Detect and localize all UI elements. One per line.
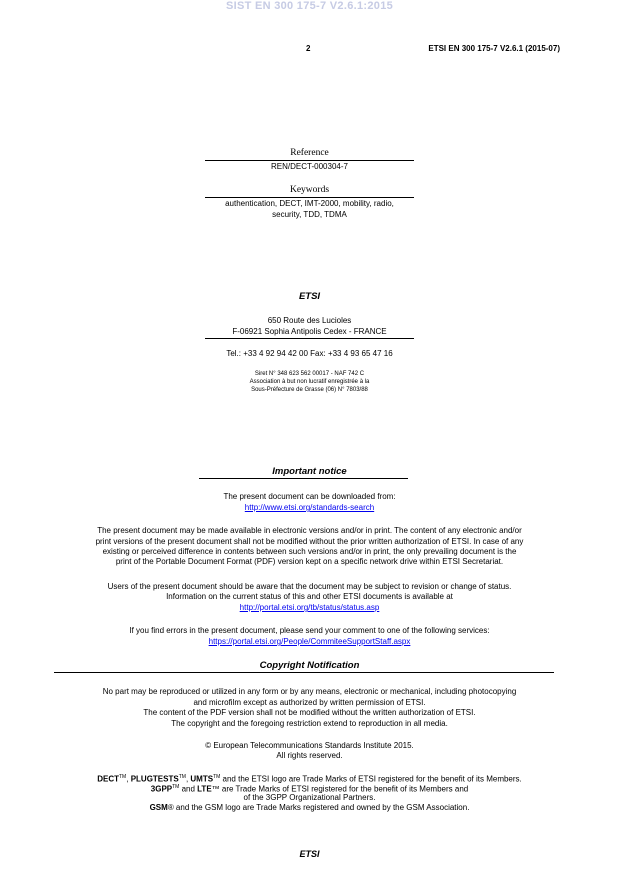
address-rule <box>205 338 414 339</box>
keywords-line-2: security, TDD, TDMA <box>272 210 347 219</box>
tm-plugtests: PLUGTESTS <box>130 774 179 784</box>
tm-gsm: GSM <box>149 803 168 812</box>
tm-dect-mark: TM <box>119 774 127 780</box>
trademark-line-4 <box>0 803 619 813</box>
notice-para-1-line-4: print of the Portable Document Format (PDF) version kept on a specific network drive within ETSI Secretariat. <box>115 557 504 566</box>
download-text: The present document can be downloaded from: <box>223 492 396 501</box>
copyright-line-1: No part may be reproduced or utilized in any form or by any means, electronic or mechanical, including photocopying <box>102 687 517 696</box>
reference-label: Reference <box>290 148 329 158</box>
tm-umts: UMTS <box>190 774 214 784</box>
copyright-line-3: The content of the PDF version shall not be modified without the written authorization of ETSI. <box>143 708 476 717</box>
support-staff-link[interactable]: https://portal.etsi.org/People/CommiteeSupportStaff.aspx <box>208 637 411 646</box>
trademark-line-3: of the 3GPP Organizational Partners. <box>243 793 376 802</box>
keywords-label: Keywords <box>289 185 330 195</box>
notice-para-2-line-1: Users of the present document should be aware that the document may be subject to revision or change of status. <box>107 582 512 591</box>
notice-para-1-line-2: print versions of the present document shall not be modified without the prior written authorization of ETSI. In case of any <box>95 537 524 546</box>
etsi-phone-fax: Tel.: +33 4 92 94 42 00 Fax: +33 4 93 65 47 16 <box>226 349 393 358</box>
etsi-siret-line-1: Siret N° 348 623 562 00017 - NAF 742 C <box>254 371 365 377</box>
reference-rule <box>205 160 414 161</box>
copyright-line-5: © European Telecommunications Standards Institute 2015. <box>205 741 414 750</box>
keywords-rule <box>205 197 414 198</box>
etsi-address-line-2: F-06921 Sophia Antipolis Cedex - FRANCE <box>232 327 387 336</box>
tm-lte: LTE <box>197 784 212 794</box>
tm-sep-1: , <box>126 774 131 784</box>
tm-line-4-rest: ® and the GSM logo are Trade Marks registered and owned by the GSM Association. <box>167 803 470 812</box>
tm-line-1-rest: and the ETSI logo are Trade Marks of ETSI registered for the benefit of its Members. <box>220 774 522 784</box>
document-watermark: SIST EN 300 175-7 V2.6.1:2015 <box>225 0 394 12</box>
tm-plugtests-mark: TM <box>178 774 186 780</box>
tm-sep-2: , <box>185 774 191 784</box>
page-number: 2 <box>306 44 311 53</box>
copyright-rule <box>54 672 554 673</box>
notice-para-1-line-1: The present document may be made available in electronic versions and/or in print. The content of any electronic and/or <box>97 526 522 535</box>
copyright-line-2: and microfilm except as authorized by written permission of ETSI. <box>193 698 426 707</box>
important-notice-rule <box>199 478 408 479</box>
etsi-block-title: ETSI <box>298 291 321 302</box>
footer-etsi: ETSI <box>299 849 320 859</box>
etsi-siret-line-2: Association à but non lucratif enregistrée à la <box>249 379 370 385</box>
tm-and: and <box>179 784 198 794</box>
copyright-line-4: The copyright and the foregoing restriction extend to reproduction in all media. <box>171 719 448 728</box>
download-link-line <box>0 503 619 513</box>
tm-3gpp-mark: TM <box>172 784 180 790</box>
important-notice-title: Important notice <box>272 466 347 477</box>
tm-lte-mark: ™ <box>211 784 220 794</box>
tm-umts-mark: TM <box>213 774 221 780</box>
support-link-line <box>0 637 619 647</box>
notice-para-3-line-1: If you find errors in the present document, please send your comment to one of the following services: <box>129 626 490 635</box>
copyright-title: Copyright Notification <box>259 660 360 671</box>
tm-line-2-rest: are Trade Marks of ETSI registered for the benefit of its Members and <box>219 784 469 794</box>
notice-para-2-line-2: Information on the current status of this and other ETSI documents is available at <box>166 592 453 601</box>
status-link-line <box>0 603 619 613</box>
copyright-line-6: All rights reserved. <box>276 751 343 760</box>
keywords-line-1: authentication, DECT, IMT-2000, mobility, radio, <box>225 199 394 208</box>
etsi-siret-line-3: Sous-Préfecture de Grasse (06) N° 7803/88 <box>251 387 368 393</box>
status-link[interactable]: http://portal.etsi.org/tb/status/status.asp <box>239 603 380 612</box>
tm-dect: DECT <box>97 774 119 784</box>
etsi-address-line-1: 650 Route des Lucioles <box>267 316 352 325</box>
notice-para-1-line-3: existing or perceived difference in contents between such versions and/or in print, the only prevailing document is the <box>102 547 517 556</box>
document-id-header: ETSI EN 300 175-7 V2.6.1 (2015-07) <box>428 44 560 53</box>
tm-3gpp: 3GPP <box>150 784 173 794</box>
standards-search-link[interactable]: http://www.etsi.org/standards-search <box>244 503 375 512</box>
reference-value: REN/DECT-000304-7 <box>271 162 348 171</box>
